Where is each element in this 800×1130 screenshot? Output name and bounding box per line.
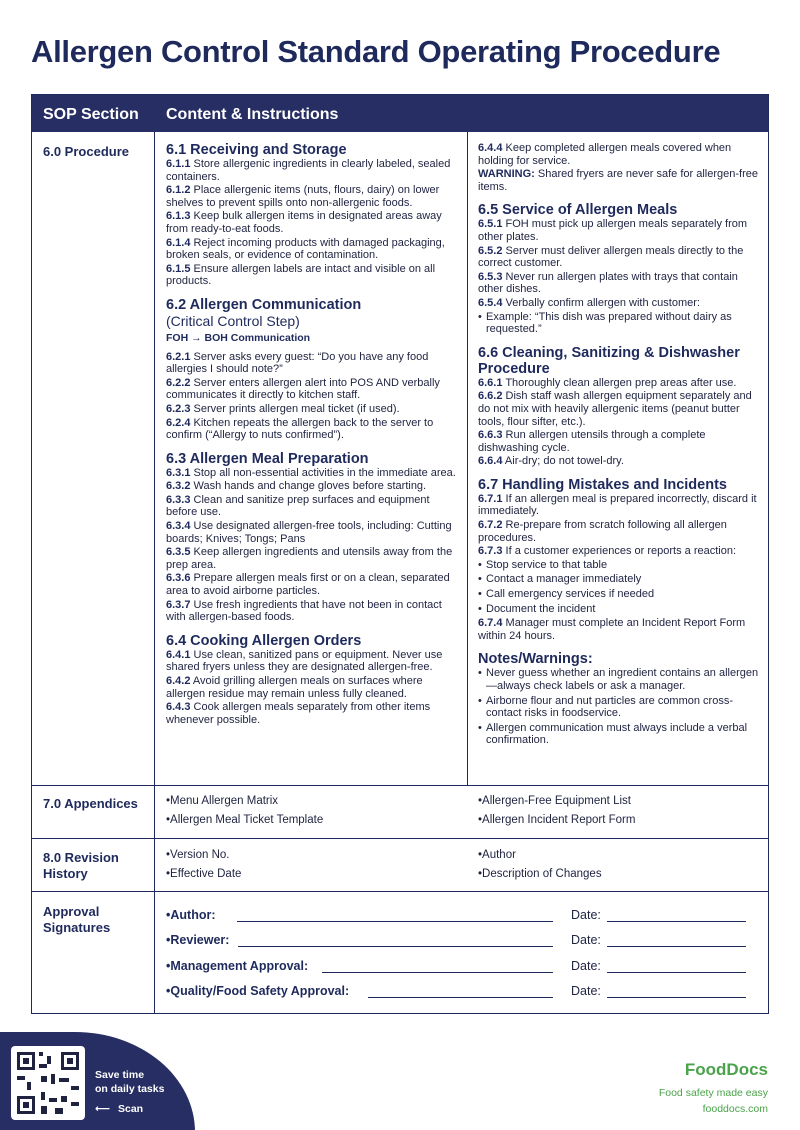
- step-number: 6.4.4: [478, 142, 503, 154]
- procedure-step: [166, 520, 462, 545]
- step-number: 6.3.4: [166, 520, 191, 533]
- procedure-step: [166, 480, 462, 493]
- section-approval: Approval Signatures: [43, 904, 111, 935]
- step-text: Server asks every guest: “Do you have any food allergies I should note?”: [166, 350, 429, 376]
- procedure-step: [166, 572, 462, 597]
- column-divider: [154, 132, 155, 1014]
- step-text: Stop all non-essential activities in the immediate area.: [193, 466, 456, 479]
- step-number: 6.7.4: [478, 617, 503, 630]
- section-heading: Notes/Warnings:: [478, 651, 593, 668]
- revision-item: • Effective Date: [166, 868, 241, 880]
- reviewer-signature-line[interactable]: [238, 946, 553, 947]
- step-text: Keep completed allergen meals covered when holding for service.: [478, 142, 732, 167]
- reviewer-date-line[interactable]: [607, 946, 746, 947]
- step-number: 6.3.7: [166, 598, 191, 611]
- step-number: 6.4.2: [166, 675, 191, 687]
- procedure-step: [478, 168, 760, 193]
- step-text: Manager must complete an Incident Report Form within 24 hours.: [478, 617, 746, 642]
- step-number: 6.4.1: [166, 648, 191, 661]
- procedure-step: [166, 649, 462, 674]
- step-number: 6.2.4: [166, 416, 191, 429]
- procedure-step: [166, 237, 462, 262]
- step-text: Thoroughly clean allergen prep areas after use.: [505, 376, 737, 389]
- brand-website-link[interactable]: fooddocs.com: [702, 1103, 768, 1115]
- procedure-step: [166, 158, 462, 183]
- procedure-step: [478, 142, 760, 167]
- procedure-step: [478, 545, 760, 558]
- step-number: WARNING:: [478, 168, 535, 181]
- step-text: Keep allergen ingredients and utensils away from the prep area.: [166, 546, 453, 571]
- procedure-step: [166, 377, 462, 402]
- qr-code-icon[interactable]: [11, 1046, 85, 1120]
- step-number: 6.1.4: [166, 236, 191, 249]
- procedure-step: [478, 271, 760, 296]
- step-text: Prepare allergen meals first or on a clean, separated area to avoid airborne particles.: [166, 572, 450, 598]
- brand-logo: FoodDocs: [684, 1060, 768, 1079]
- row-divider: [32, 891, 768, 892]
- procedure-left-column: [166, 142, 462, 727]
- author-date-line[interactable]: [607, 921, 746, 922]
- row-divider: [32, 838, 768, 839]
- procedure-step: [478, 390, 760, 428]
- step-text: If an allergen meal is prepared incorrectly, discard it immediately.: [478, 492, 757, 518]
- step-text: Run allergen utensils through a complete dishwashing cycle.: [478, 429, 706, 454]
- step-number: 6.1.5: [166, 262, 191, 275]
- scan-arrow-icon: ⟵: [95, 1103, 111, 1115]
- revision-item: • Author: [478, 849, 516, 861]
- header-sop-section: SOP Section: [43, 106, 139, 123]
- step-text: Cook allergen meals separately from other items whenever possible.: [166, 701, 431, 726]
- step-number: 6.1.2: [166, 184, 191, 197]
- procedure-right-column: [478, 142, 760, 749]
- procedure-step: [478, 493, 760, 518]
- step-number: 6.4.3: [166, 701, 191, 714]
- step-text: Server prints allergen meal ticket (if used).: [193, 402, 400, 415]
- procedure-step: [166, 599, 462, 624]
- step-text: Dish staff wash allergen equipment separately and do not mix with heavily allergenic items (peanut butter tools, flour sifter, etc.).: [478, 390, 752, 428]
- row-divider: [32, 785, 768, 786]
- approval-author-label: • Author:: [166, 908, 216, 922]
- section-heading: 6.1 Receiving and Storage: [166, 142, 347, 158]
- step-number: 6.5.1: [478, 218, 503, 231]
- step-text: Air-dry; do not towel-dry.: [504, 455, 624, 468]
- bullet-text: Call emergency services if needed: [486, 588, 655, 601]
- section-appendices: 7.0 Appendices: [43, 796, 138, 811]
- date-label: Date:: [571, 933, 601, 947]
- step-text: Ensure allergen labels are intact and visible on all products.: [166, 262, 436, 288]
- step-text: Store allergenic ingredients in clearly labeled, sealed containers.: [166, 158, 451, 183]
- bullet-text: Contact a manager immediately: [486, 573, 642, 586]
- step-text: Never run allergen plates with trays that contain other dishes.: [478, 270, 738, 296]
- appendix-item: • Allergen-Free Equipment List: [478, 795, 631, 807]
- date-label: Date:: [571, 908, 601, 922]
- procedure-step: [478, 519, 760, 544]
- appendix-item: • Allergen Meal Ticket Template: [166, 814, 323, 826]
- step-text: Verbally confirm allergen with customer:: [505, 296, 700, 309]
- step-text: Use designated allergen-free tools, including: Cutting boards; Knives; Tongs; Pans: [166, 520, 452, 545]
- step-text: Use clean, sanitized pans or equipment. Never use shared fryers unless they are designated allergen-free.: [166, 648, 443, 674]
- step-number: 6.5.3: [478, 270, 503, 283]
- page-title: Allergen Control Standard Operating Procedure: [31, 34, 721, 69]
- bullet-item: [478, 667, 760, 692]
- author-signature-line[interactable]: [237, 921, 553, 922]
- step-text: Server must deliver allergen meals directly to the correct customer.: [478, 244, 744, 270]
- procedure-step: [478, 218, 760, 243]
- procedure-step: [166, 417, 462, 442]
- step-number: 6.3.6: [166, 572, 191, 585]
- step-text: Re-prepare from scratch following all allergen procedures.: [478, 519, 727, 544]
- revision-item: • Description of Changes: [478, 868, 602, 880]
- step-text: If a customer experiences or reports a reaction:: [505, 545, 737, 558]
- approval-management-label: • Management Approval:: [166, 959, 308, 973]
- procedure-step: [166, 467, 462, 480]
- procedure-step: [166, 210, 462, 235]
- procedure-step: [166, 701, 462, 726]
- step-number: 6.7.1: [478, 492, 503, 505]
- step-number: 6.7.2: [478, 519, 503, 532]
- bullet-item: [478, 311, 760, 336]
- scan-label: Scan: [118, 1103, 144, 1115]
- procedure-step: [478, 297, 760, 310]
- step-number: 6.3.3: [166, 493, 191, 506]
- procedure-step: [478, 455, 760, 468]
- bullet-item: [478, 695, 760, 720]
- step-number: 6.5.4: [478, 296, 503, 309]
- step-number: 6.2.3: [166, 402, 191, 415]
- procedure-step: [166, 403, 462, 416]
- section-heading: 6.6 Cleaning, Sanitizing & Dishwasher Procedure: [478, 344, 740, 377]
- section-revision: 8.0 Revision History: [43, 850, 119, 881]
- step-text: Kitchen repeats the allergen back to the server to confirm (“Allergy to nuts confirmed”).: [166, 416, 434, 442]
- step-number: 6.5.2: [478, 244, 503, 257]
- communication-flow-label: FOH → BOH Communication: [166, 331, 311, 344]
- appendix-item: • Menu Allergen Matrix: [166, 795, 278, 807]
- appendix-item: • Allergen Incident Report Form: [478, 814, 635, 826]
- step-number: 6.3.1: [166, 466, 191, 479]
- bullet-item: [478, 573, 760, 586]
- step-number: 6.6.3: [478, 429, 503, 442]
- date-label: Date:: [571, 959, 601, 973]
- step-text: Use fresh ingredients that have not been in contact with allergen-based foods.: [166, 598, 442, 624]
- step-text: Avoid grilling allergen meals on surfaces where allergen residue may remain unless fully cleaned.: [166, 675, 423, 700]
- procedure-step: [478, 377, 760, 390]
- header-content: Content & Instructions: [166, 106, 339, 123]
- procedure-step: [166, 263, 462, 288]
- step-number: 6.1.3: [166, 210, 191, 223]
- step-text: FOH must pick up allergen meals separately from other plates.: [478, 218, 748, 243]
- management-date-line[interactable]: [607, 972, 746, 973]
- step-number: 6.2.1: [166, 350, 191, 363]
- approval-reviewer-label: • Reviewer:: [166, 933, 229, 947]
- step-text: Wash hands and change gloves before starting.: [193, 480, 427, 493]
- bullet-item: [478, 559, 760, 572]
- procedure-step: [166, 546, 462, 571]
- section-heading: 6.3 Allergen Meal Preparation: [166, 450, 369, 467]
- revision-item: • Version No.: [166, 849, 229, 861]
- bullet-text: Airborne flour and nut particles are common cross-contact risks in foodservice.: [486, 694, 733, 720]
- section-heading: 6.4 Cooking Allergen Orders: [166, 632, 362, 649]
- procedure-step: [478, 429, 760, 454]
- step-number: 6.6.4: [478, 455, 503, 468]
- section-subheading: (Critical Control Step): [166, 312, 300, 329]
- bullet-text: Example: “This dish was prepared without dairy as requested.”: [486, 310, 732, 336]
- step-number: 6.3.2: [166, 480, 191, 493]
- step-number: 6.6.2: [478, 390, 503, 403]
- procedure-step: [166, 675, 462, 700]
- quality-date-line[interactable]: [607, 997, 746, 998]
- step-text: Shared fryers are never safe for allergen-free items.: [478, 168, 758, 193]
- procedure-inner-divider: [467, 132, 468, 785]
- step-number: 6.7.3: [478, 545, 503, 558]
- section-procedure: 6.0 Procedure: [43, 144, 129, 159]
- scan-tagline-line2: on daily tasks: [95, 1083, 165, 1095]
- procedure-step: [166, 351, 462, 376]
- step-number: 6.3.5: [166, 546, 191, 559]
- section-heading: 6.2 Allergen Communication: [166, 296, 362, 313]
- bullet-item: [478, 603, 760, 616]
- table-header: [32, 95, 768, 132]
- bullet-text: Allergen communication must always include a verbal confirmation.: [486, 721, 748, 747]
- scan-tagline-line1: Save time: [95, 1069, 145, 1081]
- step-text: Clean and sanitize prep surfaces and equipment before use.: [166, 493, 430, 519]
- management-signature-line[interactable]: [322, 972, 553, 973]
- bullet-text: Document the incident: [486, 602, 596, 615]
- step-number: 6.2.2: [166, 376, 191, 389]
- procedure-step: [166, 494, 462, 519]
- step-text: Keep bulk allergen items in designated areas away from ready-to-eat foods.: [166, 210, 442, 235]
- date-label: Date:: [571, 984, 601, 998]
- bullet-item: [478, 588, 760, 601]
- procedure-step: [166, 184, 462, 209]
- bullet-item: [478, 722, 760, 747]
- procedure-step: [478, 245, 760, 270]
- bullet-text: Never guess whether an ingredient contains an allergen—always check labels or ask a manager.: [486, 667, 759, 692]
- sop-table: [31, 94, 769, 1014]
- step-text: Server enters allergen alert into POS AND verbally communicates it directly to kitchen staff.: [166, 376, 440, 402]
- step-number: 6.1.1: [166, 158, 191, 170]
- quality-signature-line[interactable]: [368, 997, 553, 998]
- section-heading: 6.5 Service of Allergen Meals: [478, 202, 678, 219]
- step-text: Reject incoming products with damaged packaging, broken seals, or evidence of contamination.: [166, 236, 445, 262]
- brand-tagline: Food safety made easy: [658, 1087, 768, 1099]
- section-heading: 6.7 Handling Mistakes and Incidents: [478, 476, 727, 493]
- step-text: Place allergenic items (nuts, flours, dairy) on lower shelves to prevent spills onto non-allergenic foods.: [166, 184, 440, 209]
- procedure-step: [478, 617, 760, 642]
- bullet-text: Stop service to that table: [486, 558, 608, 571]
- step-number: 6.6.1: [478, 376, 503, 389]
- approval-quality-label: • Quality/Food Safety Approval:: [166, 984, 349, 998]
